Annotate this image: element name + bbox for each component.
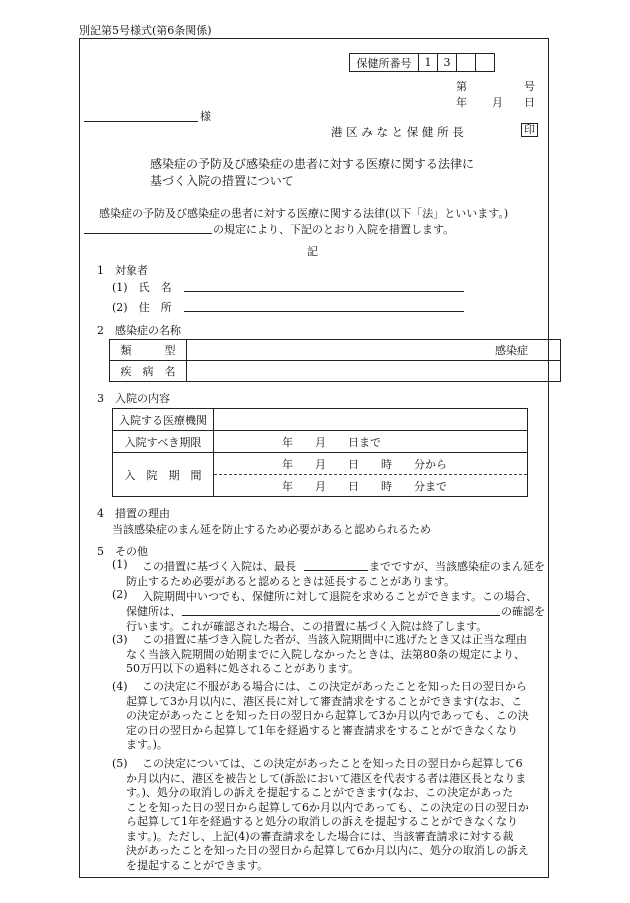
title-line-2: 基づく入院の措置について xyxy=(150,174,294,188)
date-month: 月 xyxy=(492,96,503,109)
s5-item1-number: (1) xyxy=(112,558,128,571)
s5-item3-number: (3) xyxy=(112,633,128,646)
health-center-number-label: 保健所番号 xyxy=(350,54,419,72)
form-label: 別記第5号様式(第6条関係) xyxy=(79,24,212,37)
s5-item5-line: 決があったことを知った日の翌日から起算して6か月以内に、処分の取消しの訴え xyxy=(126,844,529,857)
s5-heading: 5 その他 xyxy=(97,545,148,558)
health-center-digit-4 xyxy=(476,54,495,72)
health-center-digit-3 xyxy=(457,54,476,72)
s4-heading: 4 措置の理由 xyxy=(97,507,170,520)
s5-item5-line: を提起することができます。 xyxy=(126,858,269,872)
s3-period-label: 入 院 期 間 xyxy=(113,453,214,497)
intro-line-1: 感染症の予防及び感染症の患者に対する医療に関する法律(以下「法」といいます。) xyxy=(99,207,509,220)
s3-deadline-label: 入院すべき期限 xyxy=(113,431,214,453)
s5-item2-line1: 入院期間中いつでも、保健所に対して退院を求めることができます。この場合、 xyxy=(142,590,538,603)
seal-mark: 印 xyxy=(521,123,538,137)
s1-name-line xyxy=(184,291,464,292)
date-day: 日 xyxy=(524,96,535,109)
s5-item3-line: この措置に基づき入院した者が、当該入院期間中に逃げたとき又は正当な理由 xyxy=(142,633,527,646)
s5-item1-blank xyxy=(304,570,368,571)
date-year: 年 xyxy=(456,96,467,109)
s1-heading: 1 対象者 xyxy=(97,264,148,277)
s5-item2-text-a: 保健所は、 xyxy=(126,605,181,618)
s5-item2-line3: 行います。これが確認された場合、この措置に基づく入院は終了します。 xyxy=(126,620,488,633)
s3-facility-value xyxy=(214,409,528,431)
s2-table xyxy=(109,339,561,382)
s2-heading: 2 感染症の名称 xyxy=(97,324,181,337)
doc-number-dai: 第 xyxy=(456,80,467,93)
s2-type-label: 類 型 xyxy=(110,340,187,361)
s5-item4-line: 起算して3か月以内に、港区長に対して審査請求をすることができます(なお、こ xyxy=(126,694,523,708)
s5-item2-text-b: の確認を xyxy=(501,605,545,618)
s5-item3-line: 50万円以下の過料に処されることがあります。 xyxy=(126,662,360,675)
s3-table xyxy=(112,408,528,497)
s5-item1-text-b: までですが、当該感染症のまん延を xyxy=(369,560,545,573)
health-center-digit-1: 1 xyxy=(419,54,438,72)
s5-item5-text xyxy=(126,757,529,873)
s3-period-from: 年 月 日 時 分から xyxy=(214,453,528,475)
s5-item5-line: この決定については、この決定があったことを知った日の翌日から起算して6 xyxy=(142,757,523,770)
ki-heading: 記 xyxy=(307,245,318,258)
health-center-number-box xyxy=(349,53,495,72)
s4-text: 当該感染症のまん延を防止するため必要があると認められるため xyxy=(112,523,431,536)
s5-item4-line: ます。)。 xyxy=(126,738,168,751)
s5-item1-text-a: この措置に基づく入院は、最長 xyxy=(142,560,296,573)
s5-item3-line: なく当該入院期間の始期までに入院しなかったときは、法第80条の規定により、 xyxy=(126,647,525,661)
s5-item4-text xyxy=(126,680,529,753)
health-center-digit-2: 3 xyxy=(438,54,457,72)
doc-number-go: 号 xyxy=(524,80,535,93)
law-blank-line xyxy=(84,233,212,234)
s5-item1-line2: 防止するため必要があると認めるときは延長することがあります。 xyxy=(126,575,456,588)
s5-item3-text xyxy=(126,633,527,677)
s3-heading: 3 入院の内容 xyxy=(97,392,170,405)
intro-line-2: の規定により、下記のとおり入院を措置します。 xyxy=(213,223,455,236)
s5-item4-line: の決定があったことを知った日の翌日から起算して3か月以内であっても、この決 xyxy=(126,709,529,722)
s5-item4-number: (4) xyxy=(112,680,128,693)
s5-item5-line: ら起算して1年を経過すると処分の取消しの訴えを提起することができなくなり xyxy=(126,815,518,828)
s5-item4-line: この決定に不服がある場合には、この決定があったことを知った日の翌日から xyxy=(142,680,527,693)
s5-item5-line: ます。)。ただし、上記(4)の審査請求をした場合には、当該審査請求に対する裁 xyxy=(126,829,514,843)
s5-item5-number: (5) xyxy=(112,757,128,770)
recipient-line xyxy=(84,121,198,122)
s5-item2-number: (2) xyxy=(112,588,128,601)
s1-name-label: (1) 氏 名 xyxy=(112,281,172,294)
s1-address-label: (2) 住 所 xyxy=(112,301,172,314)
s2-disease-label: 疾 病 名 xyxy=(110,361,187,382)
sender: 港 区 み な と 保 健 所 長 xyxy=(331,125,464,139)
s5-item4-line: 定の日の翌日から起算して1年を経過すると審査請求をすることができなくなり xyxy=(126,723,518,737)
title-line-1: 感染症の予防及び感染症の患者に対する医療に関する法律に xyxy=(150,157,475,171)
s5-item5-line: す。)、処分の取消しの訴えを提起することができます(なお、この決定があった xyxy=(126,786,514,799)
s5-item5-line: ことを知った日の翌日から起算して6か月以内であっても、この決定の日の翌日か xyxy=(126,800,529,814)
s5-item2-blank xyxy=(182,615,500,616)
s3-facility-label: 入院する医療機関 xyxy=(113,409,214,431)
s3-period-to: 年 月 日 時 分まで xyxy=(214,475,528,497)
s1-address-line xyxy=(184,311,464,312)
recipient-suffix: 様 xyxy=(200,110,211,123)
s5-item5-line: か月以内に、港区を被告として(訴訟において港区を代表する者は港区長となりま xyxy=(126,771,527,785)
s3-deadline-value: 年 月 日まで xyxy=(214,431,528,453)
s2-disease-value xyxy=(187,361,561,382)
s2-type-value: 感染症 xyxy=(187,340,561,361)
